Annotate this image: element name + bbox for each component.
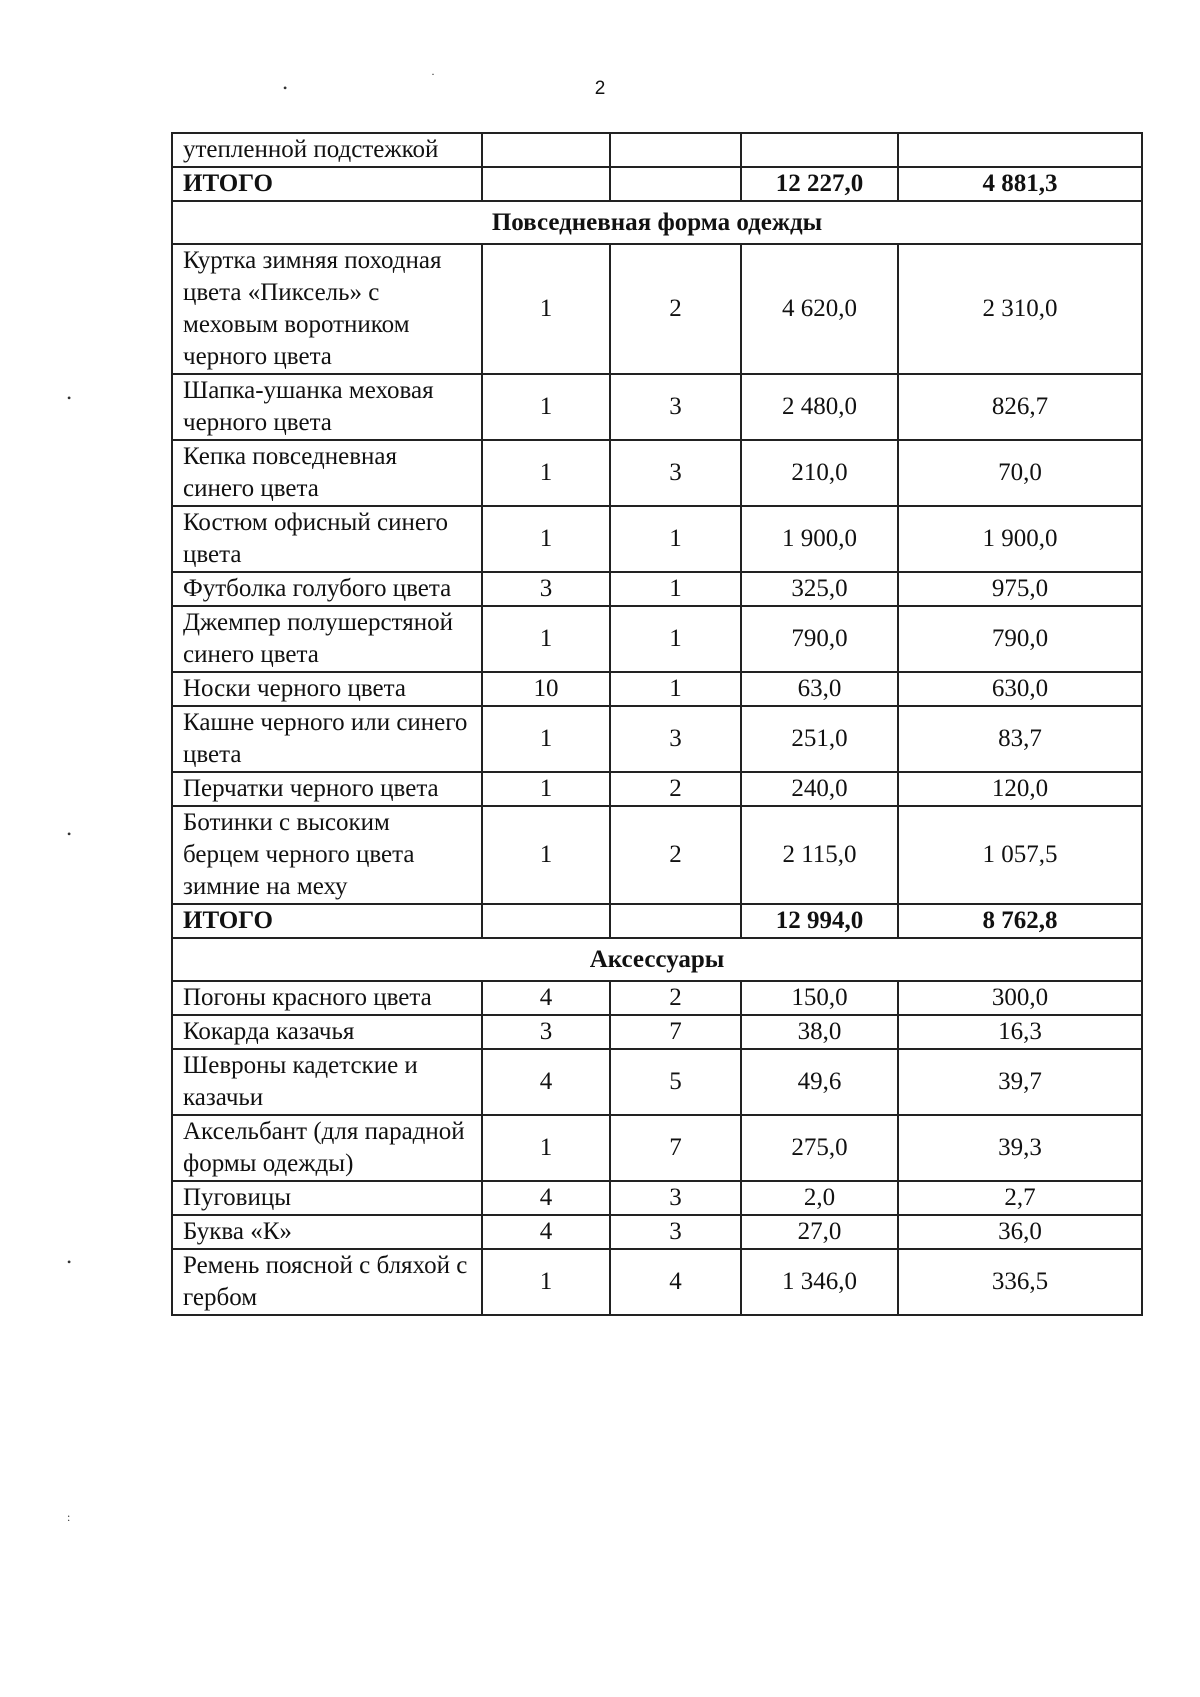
wear-period-cell: 3 [610,706,741,772]
price-cell: 2 115,0 [741,806,898,904]
item-name-cell: Шапка-ушанка меховая черного цвета [172,374,482,440]
quantity-cell: 4 [482,1181,610,1215]
quantity-cell [482,167,610,201]
wear-period-cell: 2 [610,806,741,904]
wear-period-cell: 3 [610,1215,741,1249]
quantity-cell: 3 [482,1015,610,1049]
quantity-cell: 1 [482,772,610,806]
section-title: Аксессуары [172,938,1142,981]
annual-cost-cell: 336,5 [898,1249,1142,1315]
item-name-cell: Кашне черного или синего цвета [172,706,482,772]
table-row [172,572,1142,606]
item-name-cell: Кепка повседневная синего цвета [172,440,482,506]
price-cell: 210,0 [741,440,898,506]
quantity-cell: 4 [482,981,610,1015]
item-name-cell: Костюм офисный синего цвета [172,506,482,572]
annual-cost-cell: 4 881,3 [898,167,1142,201]
price-cell: 2 480,0 [741,374,898,440]
total-row [172,167,1142,201]
quantity-cell [482,133,610,167]
item-name-cell: Куртка зимняя походная цвета «Пиксель» с меховым воротником черного цвета [172,244,482,374]
wear-period-cell: 3 [610,440,741,506]
quantity-cell: 4 [482,1049,610,1115]
annual-cost-cell: 39,7 [898,1049,1142,1115]
wear-period-cell: 2 [610,981,741,1015]
wear-period-cell: 7 [610,1115,741,1181]
quantity-cell [482,904,610,938]
annual-cost-cell: 120,0 [898,772,1142,806]
wear-period-cell [610,133,741,167]
total-row [172,904,1142,938]
quantity-cell: 1 [482,244,610,374]
item-name-cell: ИТОГО [172,904,482,938]
price-cell: 1 346,0 [741,1249,898,1315]
item-name-cell: Носки черного цвета [172,672,482,706]
price-cell: 1 900,0 [741,506,898,572]
scan-speck: : [67,1510,71,1524]
quantity-cell: 3 [482,572,610,606]
annual-cost-cell: 39,3 [898,1115,1142,1181]
wear-period-cell: 1 [610,506,741,572]
table-row [172,672,1142,706]
uniform-cost-table [171,132,1143,1316]
price-cell: 63,0 [741,672,898,706]
price-cell: 49,6 [741,1049,898,1115]
wear-period-cell: 1 [610,606,741,672]
wear-period-cell: 1 [610,672,741,706]
annual-cost-cell: 975,0 [898,572,1142,606]
price-cell: 27,0 [741,1215,898,1249]
quantity-cell: 1 [482,1249,610,1315]
price-cell: 251,0 [741,706,898,772]
section-header-row [172,938,1142,981]
wear-period-cell: 2 [610,772,741,806]
price-cell: 790,0 [741,606,898,672]
annual-cost-cell: 790,0 [898,606,1142,672]
item-name-cell: утепленной подстежкой [172,133,482,167]
item-name-cell: Футболка голубого цвета [172,572,482,606]
item-name-cell: Пуговицы [172,1181,482,1215]
quantity-cell: 1 [482,706,610,772]
scan-speck: • [67,827,72,841]
annual-cost-cell [898,133,1142,167]
price-cell: 240,0 [741,772,898,806]
table-row [172,1249,1142,1315]
price-cell: 38,0 [741,1015,898,1049]
quantity-cell: 10 [482,672,610,706]
item-name-cell: ИТОГО [172,167,482,201]
annual-cost-cell: 2 310,0 [898,244,1142,374]
item-name-cell: Перчатки черного цвета [172,772,482,806]
wear-period-cell: 1 [610,572,741,606]
quantity-cell: 1 [482,374,610,440]
item-name-cell: Ремень поясной с бляхой с гербом [172,1249,482,1315]
item-name-cell: Аксельбант (для парадной формы одежды) [172,1115,482,1181]
price-cell: 275,0 [741,1115,898,1181]
item-name-cell: Джемпер полушерстяной синего цвета [172,606,482,672]
price-cell [741,133,898,167]
table-row [172,1115,1142,1181]
table-row [172,981,1142,1015]
table-row [172,1215,1142,1249]
price-cell: 12 227,0 [741,167,898,201]
table-row [172,1015,1142,1049]
wear-period-cell: 2 [610,244,741,374]
item-name-cell: Погоны красного цвета [172,981,482,1015]
table-row [172,440,1142,506]
annual-cost-cell: 83,7 [898,706,1142,772]
wear-period-cell: 4 [610,1249,741,1315]
price-cell: 150,0 [741,981,898,1015]
scan-speck: • [67,391,72,405]
price-cell: 4 620,0 [741,244,898,374]
annual-cost-cell: 16,3 [898,1015,1142,1049]
item-name-cell: Шевроны кадетские и казачьи [172,1049,482,1115]
item-name-cell: Буква «К» [172,1215,482,1249]
wear-period-cell: 3 [610,374,741,440]
item-name-cell: Кокарда казачья [172,1015,482,1049]
quantity-cell: 4 [482,1215,610,1249]
table-row [172,1181,1142,1215]
section-title: Повседневная форма одежды [172,201,1142,244]
item-name-cell: Ботинки с высоким берцем черного цвета зимние на меху [172,806,482,904]
wear-period-cell: 5 [610,1049,741,1115]
annual-cost-cell: 630,0 [898,672,1142,706]
page-number: 2 [594,78,606,99]
table-row [172,1049,1142,1115]
annual-cost-cell: 70,0 [898,440,1142,506]
table-row [172,806,1142,904]
table-row [172,606,1142,672]
scan-speck: · [431,67,435,81]
scan-speck: • [283,81,288,95]
wear-period-cell: 7 [610,1015,741,1049]
quantity-cell: 1 [482,440,610,506]
table-row [172,133,1142,167]
quantity-cell: 1 [482,1115,610,1181]
table-row [172,506,1142,572]
annual-cost-cell: 826,7 [898,374,1142,440]
table-row [172,374,1142,440]
table-row [172,772,1142,806]
price-cell: 12 994,0 [741,904,898,938]
wear-period-cell [610,904,741,938]
price-cell: 2,0 [741,1181,898,1215]
section-header-row [172,201,1142,244]
annual-cost-cell: 1 057,5 [898,806,1142,904]
quantity-cell: 1 [482,806,610,904]
annual-cost-cell: 300,0 [898,981,1142,1015]
annual-cost-cell: 36,0 [898,1215,1142,1249]
table-row [172,244,1142,374]
annual-cost-cell: 8 762,8 [898,904,1142,938]
quantity-cell: 1 [482,506,610,572]
annual-cost-cell: 1 900,0 [898,506,1142,572]
table-body [172,133,1142,1315]
price-cell: 325,0 [741,572,898,606]
wear-period-cell: 3 [610,1181,741,1215]
quantity-cell: 1 [482,606,610,672]
annual-cost-cell: 2,7 [898,1181,1142,1215]
wear-period-cell [610,167,741,201]
table-row [172,706,1142,772]
scan-speck: • [67,1255,72,1269]
